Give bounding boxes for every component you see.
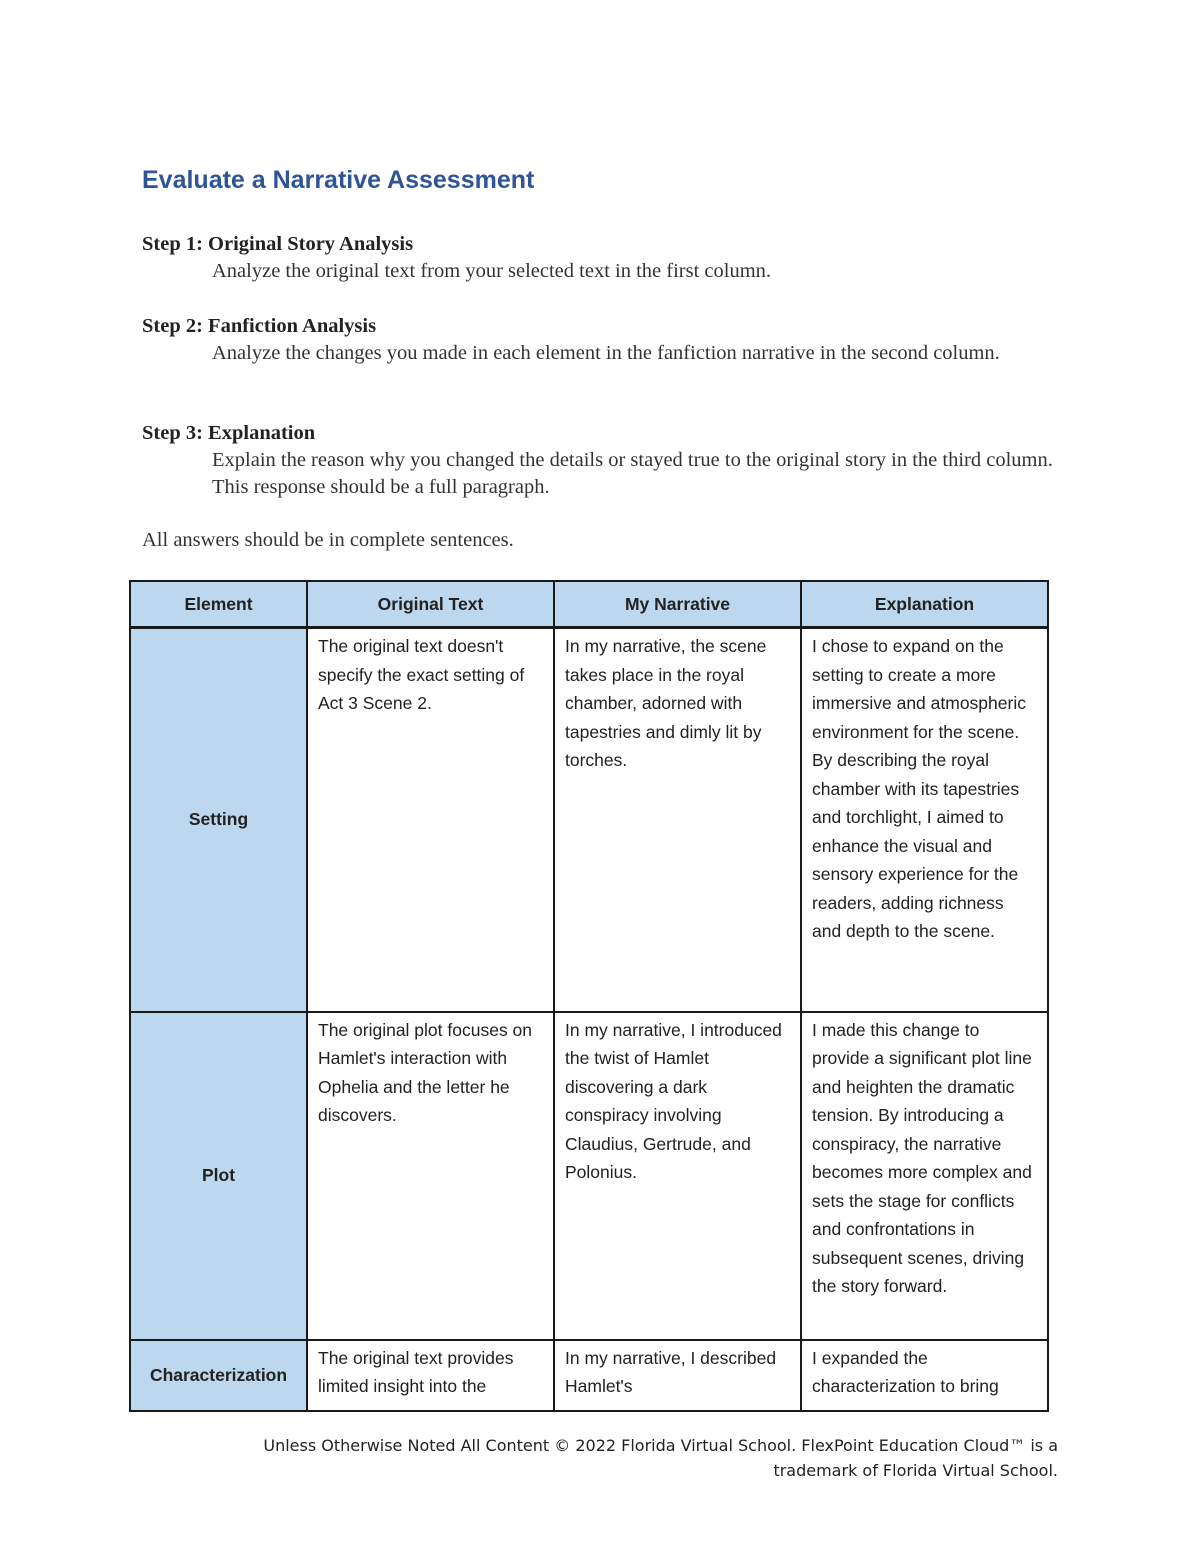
table-row-setting xyxy=(130,628,1048,1012)
original-text-cell: The original text doesn't specify the exact setting of Act 3 Scene 2. xyxy=(307,628,554,1012)
footer-line-1: Unless Otherwise Noted All Content © 2022 Florida Virtual School. FlexPoint Education Cloud™ is a xyxy=(263,1436,1058,1455)
column-header-element: Element xyxy=(130,581,307,628)
table-row-characterization xyxy=(130,1340,1048,1411)
column-header-explanation: Explanation xyxy=(801,581,1048,628)
column-header-original-text: Original Text xyxy=(307,581,554,628)
footer-line-2: trademark of Florida Virtual School. xyxy=(773,1461,1058,1480)
step-heading: Step 2: Fanfiction Analysis xyxy=(142,315,377,337)
step-3 xyxy=(142,420,1062,501)
copyright-footer xyxy=(158,1433,1058,1483)
instructions-note: All answers should be in complete sentences. xyxy=(142,529,514,551)
original-text-cell: The original text provides limited insight into the xyxy=(307,1340,554,1411)
original-text-cell: The original plot focuses on Hamlet's interaction with Ophelia and the letter he discovers. xyxy=(307,1012,554,1340)
row-label-setting: Setting xyxy=(130,628,307,1012)
step-2 xyxy=(142,313,1062,367)
table-header-row xyxy=(130,581,1048,628)
explanation-cell: I expanded the characterization to bring xyxy=(801,1340,1048,1411)
step-instruction: Analyze the original text from your selected text in the first column. xyxy=(212,260,772,282)
explanation-cell: I made this change to provide a significant plot line and heighten the dramatic tension. By introducing a conspiracy, the narrative becomes more complex and sets the stage for conflicts and confrontations in subsequent scenes, driving the story forward. xyxy=(801,1012,1048,1340)
my-narrative-cell: In my narrative, I described Hamlet's xyxy=(554,1340,801,1411)
row-label-plot: Plot xyxy=(130,1012,307,1340)
step-heading: Step 1: Original Story Analysis xyxy=(142,233,414,255)
my-narrative-cell: In my narrative, the scene takes place in the royal chamber, adorned with tapestries and dimly lit by torches. xyxy=(554,628,801,1012)
column-header-my-narrative: My Narrative xyxy=(554,581,801,628)
step-1 xyxy=(142,231,1062,285)
step-heading: Step 3: Explanation xyxy=(142,422,316,444)
table-row-plot xyxy=(130,1012,1048,1340)
assessment-table xyxy=(129,580,1049,1412)
explanation-cell: I chose to expand on the setting to create a more immersive and atmospheric environment for the scene. By describing the royal chamber with its tapestries and torchlight, I aimed to enhance the visual and sensory experience for the readers, adding richness and depth to the scene. xyxy=(801,628,1048,1012)
page-title: Evaluate a Narrative Assessment xyxy=(142,166,535,194)
step-instruction: Analyze the changes you made in each element in the fanfiction narrative in the second column. xyxy=(212,342,1000,364)
row-label-characterization: Characterization xyxy=(130,1340,307,1411)
my-narrative-cell: In my narrative, I introduced the twist of Hamlet discovering a dark conspiracy involving Claudius, Gertrude, and Polonius. xyxy=(554,1012,801,1340)
step-instruction: Explain the reason why you changed the details or stayed true to the original story in the third column. This response should be a full paragraph. xyxy=(212,449,1053,498)
